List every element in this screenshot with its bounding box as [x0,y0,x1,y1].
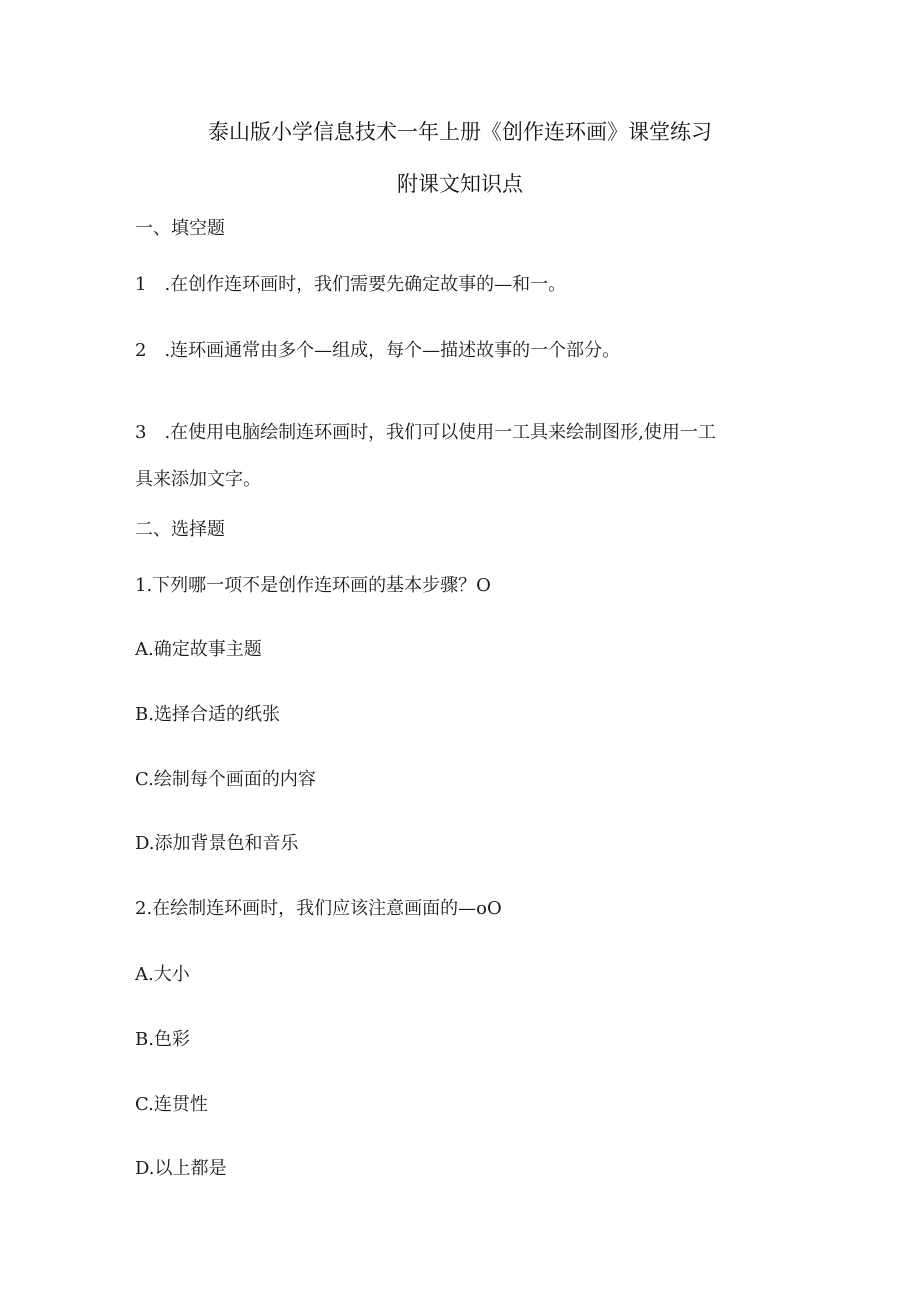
fill-blank-question-2: 2 .连环画通常由多个—组成，每个—描述故事的一个部分。 [135,340,621,361]
choice-q2-option-c: C.连贯性 [135,1094,208,1115]
fill-blank-question-1: 1 .在创作连环画时，我们需要先确定故事的—和一。 [135,274,567,295]
document-subtitle: 附课文知识点 [397,172,523,196]
section-heading-fill-blanks: 一、填空题 [135,218,225,239]
section-heading-multiple-choice: 二、选择题 [135,519,225,540]
choice-q2-option-d: D.以上都是 [135,1158,227,1179]
fill-blank-question-3: 3 .在使用电脑绘制连环画时，我们可以使用一工具来绘制图形,使用一工 [135,422,716,443]
choice-q1-option-b: B.选择合适的纸张 [135,704,280,725]
fill-blank-question-3-continued: 具来添加文字。 [135,469,261,490]
choice-question-2: 2.在绘制连环画时，我们应该注意画面的—oO [135,898,502,919]
choice-question-1: 1.下列哪一项不是创作连环画的基本步骤？O [135,575,491,596]
choice-q2-option-a: A.大小 [135,964,190,985]
document-title: 泰山版小学信息技术一年上册《创作连环画》课堂练习 [208,120,712,144]
choice-q2-option-b: B.色彩 [135,1029,190,1050]
choice-q1-option-a: A.确定故事主题 [135,639,262,660]
choice-q1-option-c: C.绘制每个画面的内容 [135,769,316,790]
choice-q1-option-d: D.添加背景色和音乐 [135,833,299,854]
